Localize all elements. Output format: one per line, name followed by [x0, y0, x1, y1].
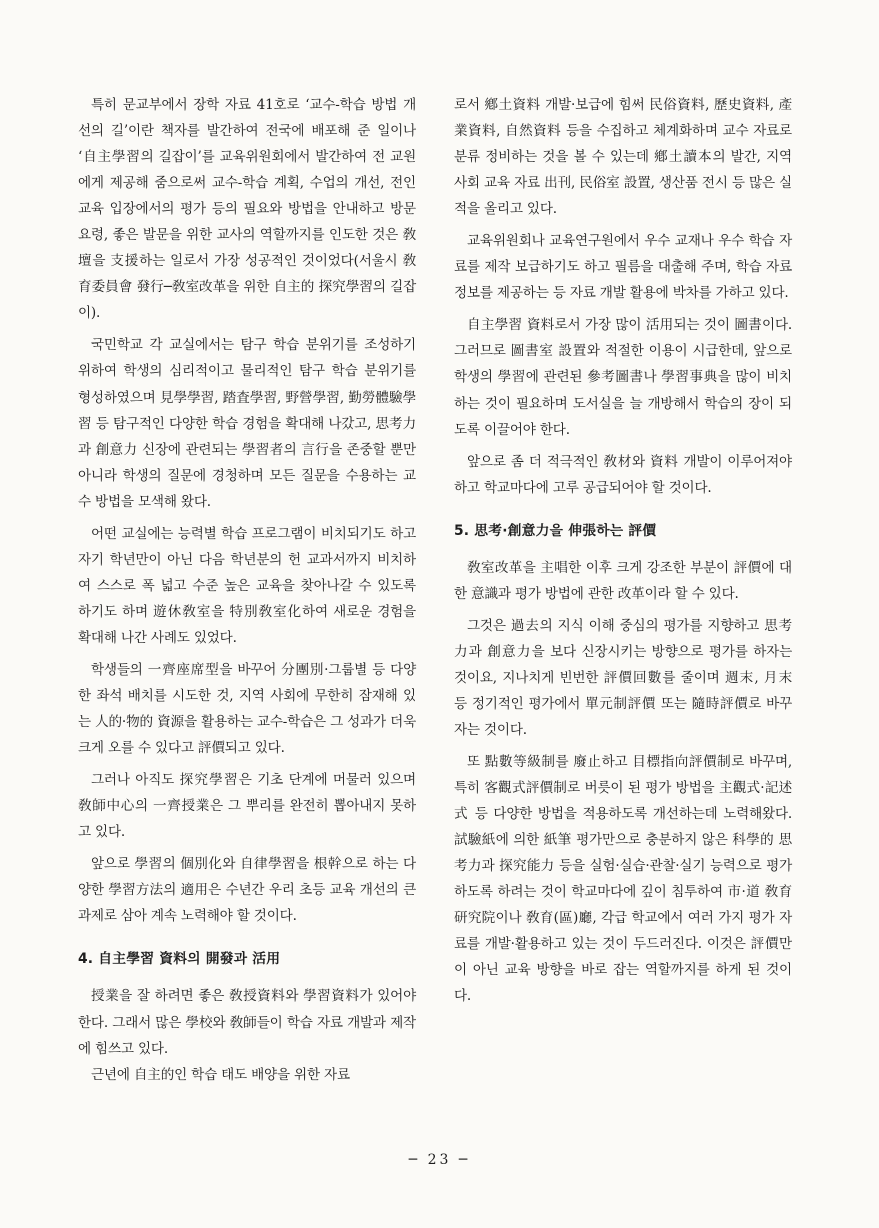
left-paragraph-4: 학생들의 一齊座席型을 바꾸어 分團別·그룹별 등 다양한 좌석 배치를 시도한 것, 지역 사회에 무한히 잠재해 있는 人的·物的 資源을 활용하는 교수-학습은 그 성과가 더욱 크게 오를 수 있다고 評價되고 있다.: [78, 661, 416, 757]
right-column: [454, 92, 792, 1016]
left-column: [78, 92, 416, 1088]
left-paragraph-5: 그러나 아직도 探究學習은 기초 단계에 머물러 있으며 敎師中心의 一齊授業은 그 뿌리를 완전히 뽑아내지 못하고 있다.: [78, 772, 416, 841]
right-paragraph-4: 앞으로 좀 더 적극적인 敎材와 資料 개발이 이루어져야 하고 학교마다에 고루 공급되어야 할 것이다.: [454, 453, 792, 496]
left-paragraph-8: 근년에 自主的인 학습 태도 배양을 위한 자료: [91, 1066, 350, 1083]
left-paragraph-2: 국민학교 각 교실에서는 탐구 학습 분위기를 조성하기 위하여 학생의 심리적이고 물리적인 탐구 학습 분위기를 형성하였으며 見學學習, 踏査學習, 野營學習, 勤勞體驗學習 등 탐구적인 다양한 학습 경험을 확대해 나갔고, 思考力과 創意力 신장에 관련되는 學習者의 言行을 존중할 뿐만 아니라 학생의 질문에 경청하며 모든 질문을 수용하는 교수 방법을 모색해 왔다.: [78, 337, 416, 510]
right-paragraph-5: 敎室改革을 主唱한 이후 크게 강조한 부분이 評價에 대한 意識과 평가 방법에 관한 改革이라 할 수 있다.: [454, 559, 792, 602]
section-heading-5: 5. 思考·創意力을 伸張하는 評價: [454, 522, 657, 539]
right-paragraph-7: 또 點數等級制를 廢止하고 目標指向評價制로 바꾸며, 특히 客觀式評價制로 버릇이 된 평가 방법을 主觀式·記述式 등 다양한 방법을 적용하도록 개선하는데 노력해왔다. 試驗紙에 의한 紙筆 평가만으로 충분하지 않은 科學的 思考力과 探究能力 등을 실험·실습·관찰·실기 능력으로 평가하도록 하려는 것이 학교마다에 깊이 침투하여 市·道 敎育研究院이나 敎育(區)廳, 각급 학교에서 여러 가지 평가 자료를 개발·활용하고 있는 것이 두드러진다. 이것은 評價만이 아닌 교육 방향을 바로 잡는 역할까지를 하게 된 것이다.: [454, 754, 792, 1005]
right-paragraph-1: 로서 鄕土資料 개발·보급에 힘써 民俗資料, 歷史資料, 產業資料, 自然資料 등을 수집하고 체계화하며 교수 자료로 분류 정비하는 것을 볼 수 있는데 鄕土讀本의 발간, 지역 사회 교육 자료 出刊, 民俗室 設置, 생산품 전시 등 많은 실적을 올리고 있다.: [454, 97, 792, 218]
right-paragraph-6: 그것은 過去의 지식 이해 중심의 평가를 지향하고 思考力과 創意力을 보다 신장시키는 방향으로 평가를 하자는 것이요, 지나치게 빈번한 評價回數를 줄이며 週末, 月末 등 정기적인 평가에서 單元制評價 또는 隨時評價로 바꾸자는 것이다.: [454, 617, 792, 738]
right-paragraph-2: 교육위원회나 교육연구원에서 우수 교재나 우수 학습 자료를 제작 보급하기도 하고 필름을 대출해 주며, 학습 자료 정보를 제공하는 등 자료 개발 활용에 박차를 가하고 있다.: [454, 233, 792, 302]
section-heading-4: 4. 自主學習 資料의 開發과 活用: [78, 951, 281, 968]
left-paragraph-6: 앞으로 學習의 個別化와 自律學習을 根幹으로 하는 다양한 學習方法의 適用은 수년간 우리 초등 교육 개선의 큰 과제로 삼아 계속 노력해야 할 것이다.: [78, 856, 416, 925]
left-paragraph-3: 어떤 교실에는 능력별 학습 프로그램이 비치되기도 하고 자기 학년만이 아닌 다음 학년분의 헌 교과서까지 비치하여 스스로 폭 넓고 수준 높은 교육을 찾아나갈 수 있도록 하기도 하며 遊休敎室을 特別敎室化하여 새로운 경험을 확대해 나간 사례도 있었다.: [78, 525, 416, 646]
left-paragraph-7: 授業을 잘 하려면 좋은 敎授資料와 學習資料가 있어야 한다. 그래서 많은 學校와 敎師들이 학습 자료 개발과 제작에 힘쓰고 있다.: [78, 988, 416, 1057]
right-paragraph-3: 自主學習 資料로서 가장 많이 活用되는 것이 圖書이다. 그러므로 圖書室 設置와 적절한 이용이 시급한데, 앞으로 학생의 學習에 관련된 參考圖書나 學習事典을 많이 비치하는 것이 필요하며 도서실을 늘 개방해서 학습의 장이 되도록 이끌어야 한다.: [454, 317, 792, 438]
page-number: ─ 23 ─: [408, 1152, 471, 1168]
left-paragraph-1: 특히 문교부에서 장학 자료 41호로 ‘교수-학습 방법 개선의 길’이란 책자를 발간하여 전국에 배포해 준 일이나 ‘自主學習의 길잡이’를 교육위원회에서 발간하여 전 교원에게 제공해 줌으로써 교수-학습 계획, 수업의 개선, 전인 교육 입장에서의 평가 등의 필요와 방법을 안내하고 방문 요령, 좋은 발문을 위한 교사의 역할까지를 인도한 것은 敎壇을 支援하는 일로서 가장 성공적인 것이었다(서울시 敎育委員會 發行─敎室改革을 위한 自主的 探究學習의 길잡이).: [78, 97, 416, 322]
